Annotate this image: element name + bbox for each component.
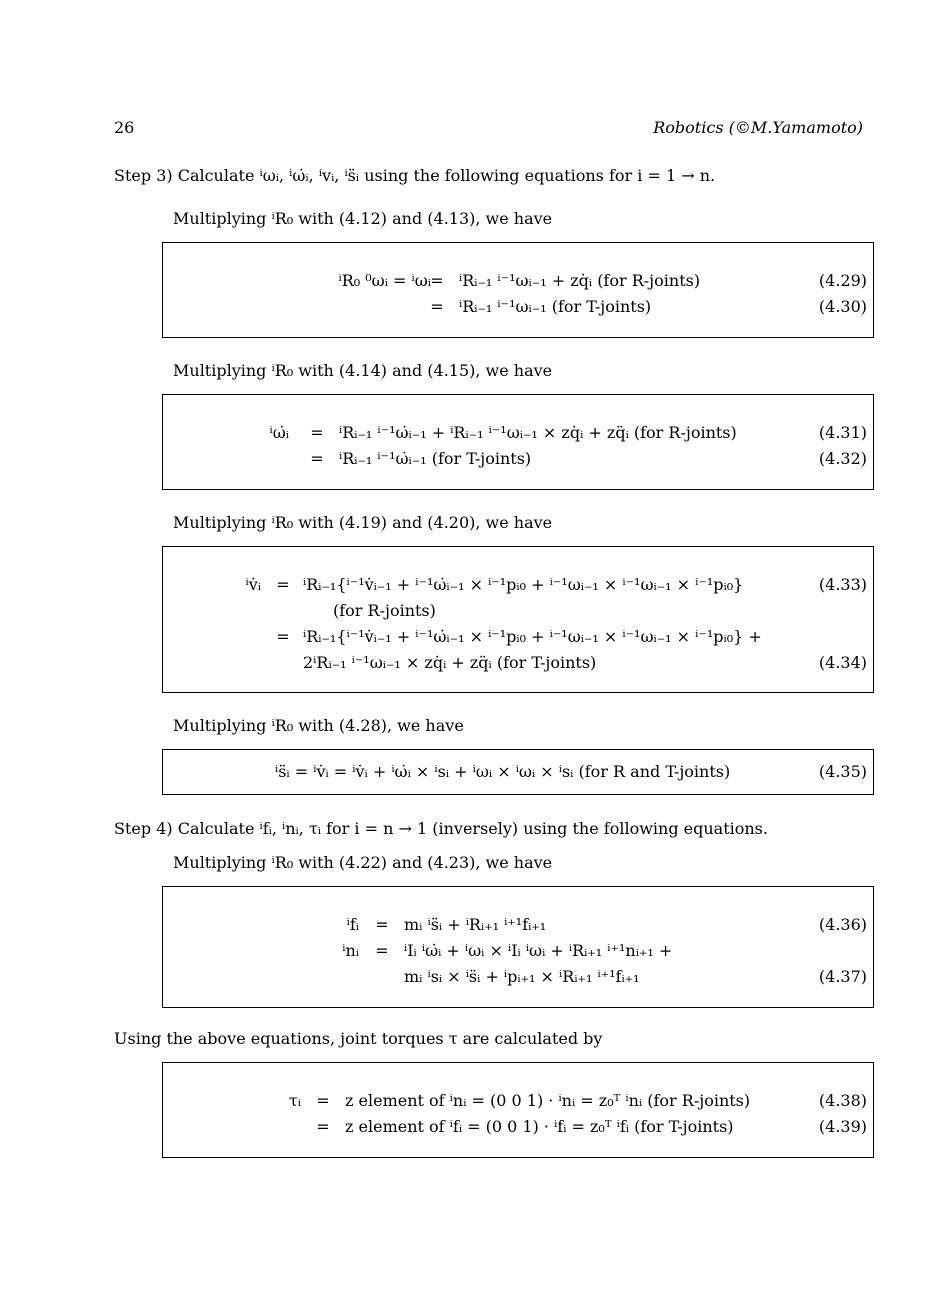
equation-number: (4.39) — [818, 1117, 867, 1136]
equation-rhs: ⁱRᵢ₋₁ ⁱ⁻¹ωᵢ₋₁ (for T-joints) — [459, 297, 652, 316]
equation-box-1 — [162, 242, 874, 338]
equation-row — [163, 1091, 873, 1113]
equation-relation: = — [310, 449, 324, 468]
equation-box-6 — [162, 1062, 874, 1158]
equation-relation: = — [375, 941, 389, 960]
equation-rhs: 2ⁱRᵢ₋₁ ⁱ⁻¹ωᵢ₋₁ × zq̇ᵢ + zq̈ᵢ (for T-joints) — [303, 653, 597, 672]
equation-row — [163, 653, 873, 675]
page-number: 26 — [114, 118, 135, 137]
equation-row — [163, 601, 873, 623]
equation-row — [163, 1117, 873, 1139]
equation-note: (for R-joints) — [333, 601, 436, 620]
equation-row — [163, 627, 873, 649]
equation-row — [163, 967, 873, 989]
equation-number: (4.31) — [818, 423, 867, 442]
equation-lhs: ⁱv̇ᵢ — [245, 575, 261, 594]
equation-relation: = — [276, 627, 290, 646]
equation-rhs: ⁱRᵢ₋₁{ⁱ⁻¹v̇ᵢ₋₁ + ⁱ⁻¹ω̇ᵢ₋₁ × ⁱ⁻¹pᵢ₀ + ⁱ⁻¹ωᵢ₋₁ × ⁱ⁻¹ωᵢ₋₁ × ⁱ⁻¹pᵢ₀} — [303, 575, 744, 594]
equation-number: (4.33) — [818, 575, 867, 594]
equation-rhs: ⁱIᵢ ⁱω̇ᵢ + ⁱωᵢ × ⁱIᵢ ⁱωᵢ + ⁱRᵢ₊₁ ⁱ⁺¹nᵢ₊₁ + — [404, 941, 673, 960]
step3-heading: Step 3) Calculate ⁱωᵢ, ⁱω̇ᵢ, ⁱvᵢ, ⁱs̈ᵢ using the following equations for i = 1 → n. — [114, 166, 716, 185]
paragraph-2: Multiplying ⁱR₀ with (4.14) and (4.15), we have — [173, 361, 553, 380]
equation-row — [163, 271, 873, 293]
equation-lhs: ⁱR₀ ⁰ωᵢ = ⁱωᵢ — [338, 271, 431, 290]
equation-rhs: z element of ⁱnᵢ = (0 0 1) · ⁱnᵢ = z₀ᵀ ⁱnᵢ (for R-joints) — [345, 1091, 751, 1110]
equation-row — [163, 941, 873, 963]
equation-relation: = — [276, 575, 290, 594]
equation-relation: = — [316, 1091, 330, 1110]
equation-box-5 — [162, 886, 874, 1008]
equation-lhs: ⁱnᵢ — [342, 941, 359, 960]
equation-box-4 — [162, 749, 874, 795]
equation-row — [163, 915, 873, 937]
equation-row — [163, 297, 873, 319]
equation-rhs: ⁱRᵢ₋₁ ⁱ⁻¹ω̇ᵢ₋₁ (for T-joints) — [339, 449, 532, 468]
equation-row — [163, 423, 873, 445]
paragraph-3: Multiplying ⁱR₀ with (4.19) and (4.20), we have — [173, 513, 553, 532]
equation-box-2 — [162, 394, 874, 490]
equation-number: (4.34) — [818, 653, 867, 672]
running-title: Robotics (©M.Yamamoto) — [653, 118, 863, 137]
equation-rhs: z element of ⁱfᵢ = (0 0 1) · ⁱfᵢ = z₀ᵀ ⁱfᵢ (for T-joints) — [345, 1117, 734, 1136]
equation-number: (4.32) — [818, 449, 867, 468]
equation-number: (4.30) — [818, 297, 867, 316]
equation-row — [163, 762, 873, 784]
equation-relation: = — [310, 423, 324, 442]
equation-rhs: ⁱRᵢ₋₁{ⁱ⁻¹v̇ᵢ₋₁ + ⁱ⁻¹ω̇ᵢ₋₁ × ⁱ⁻¹pᵢ₀ + ⁱ⁻¹ωᵢ₋₁ × ⁱ⁻¹ωᵢ₋₁ × ⁱ⁻¹pᵢ₀} + — [303, 627, 762, 646]
paragraph-1: Multiplying ⁱR₀ with (4.12) and (4.13), we have — [173, 209, 553, 228]
equation-number: (4.37) — [818, 967, 867, 986]
equation-lhs: ⁱω̇ᵢ — [269, 423, 289, 442]
equation-row — [163, 449, 873, 471]
equation-number: (4.36) — [818, 915, 867, 934]
equation-rhs: mᵢ ⁱs̈ᵢ + ⁱRᵢ₊₁ ⁱ⁺¹fᵢ₊₁ — [404, 915, 547, 934]
equation-lhs: ⁱfᵢ — [346, 915, 359, 934]
equation-lhs: τᵢ — [288, 1091, 301, 1110]
paragraph-4: Multiplying ⁱR₀ with (4.28), we have — [173, 716, 464, 735]
equation-number: (4.35) — [818, 762, 867, 781]
equation-rhs: ⁱRᵢ₋₁ ⁱ⁻¹ωᵢ₋₁ + zq̇ᵢ (for R-joints) — [459, 271, 701, 290]
equation-relation: = — [375, 915, 389, 934]
equation-box-3 — [162, 546, 874, 693]
equation-relation: = — [316, 1117, 330, 1136]
equation-row — [163, 575, 873, 597]
equation-relation: = — [430, 271, 444, 290]
step4-heading: Step 4) Calculate ⁱfᵢ, ⁱnᵢ, τᵢ for i = n → 1 (inversely) using the following equations. — [114, 819, 768, 838]
equation-rhs: ⁱRᵢ₋₁ ⁱ⁻¹ω̇ᵢ₋₁ + ⁱRᵢ₋₁ ⁱ⁻¹ωᵢ₋₁ × zq̇ᵢ + zq̈ᵢ (for R-joints) — [339, 423, 737, 442]
paragraph-6: Using the above equations, joint torques τ are calculated by — [114, 1029, 603, 1048]
equation-rhs: mᵢ ⁱsᵢ × ⁱs̈ᵢ + ⁱpᵢ₊₁ × ⁱRᵢ₊₁ ⁱ⁺¹fᵢ₊₁ — [404, 967, 640, 986]
paragraph-5: Multiplying ⁱR₀ with (4.22) and (4.23), we have — [173, 853, 553, 872]
equation-relation: = — [430, 297, 444, 316]
equation-rhs: ⁱs̈ᵢ = ⁱv̇ᵢ = ⁱv̇ᵢ + ⁱω̇ᵢ × ⁱsᵢ + ⁱωᵢ × ⁱωᵢ × ⁱsᵢ (for R and T-joints) — [275, 762, 731, 781]
equation-number: (4.29) — [818, 271, 867, 290]
equation-number: (4.38) — [818, 1091, 867, 1110]
